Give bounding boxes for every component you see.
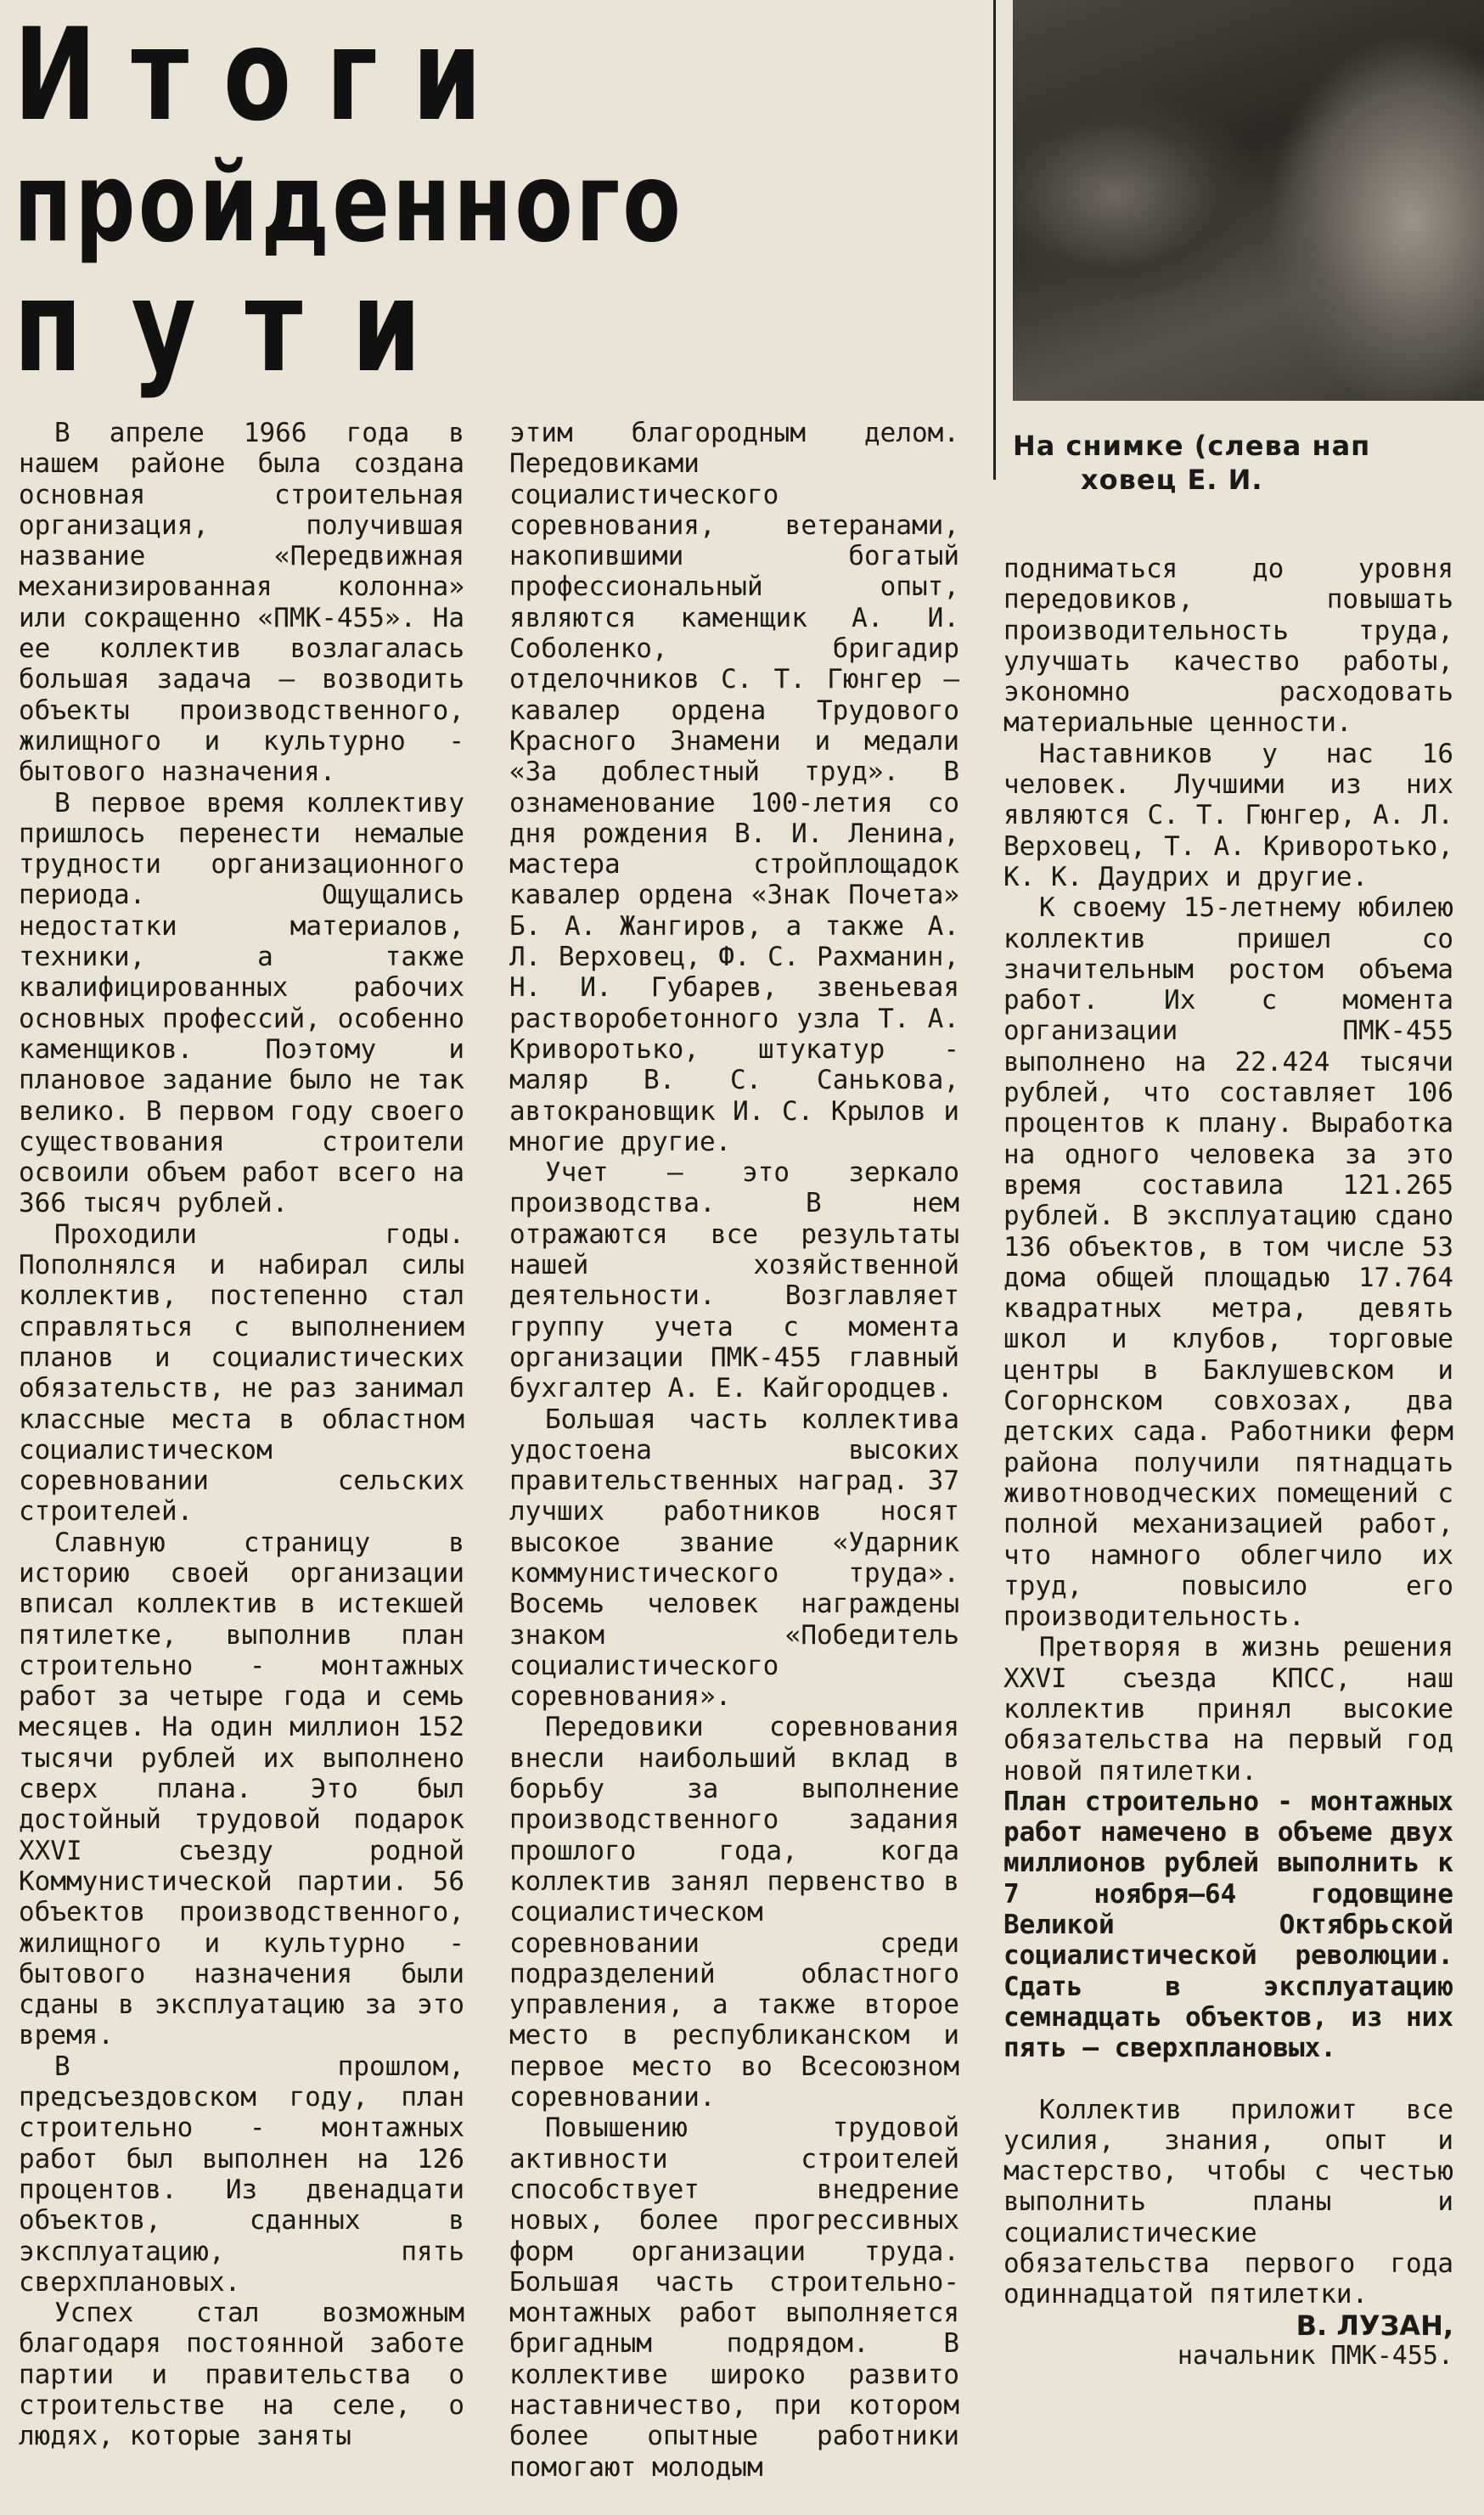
paragraph: Коллектив приложит все усилия, знания, опыт и мастерство, чтобы с честью выполнить планы и социалистические обязательства первого года одиннадцатой пятилетки. [1003,2094,1453,2310]
paragraph: В прошлом, предсъездовском году, план строительно - монтажных работ был выполнен на 126 процентов. Из двенадцати объектов, сданных в эксплуатацию, пять сверхплановых. [19,2051,464,2298]
paragraph: Проходили годы. Пополнялся и набирал силы коллектив, постепенно стал справляться с выполнением планов и социалистических обязательств, не раз занимал классные места в областном социалистическом соревновании сельских строителей. [19,1218,464,1528]
paragraph: Наставников у нас 16 человек. Лучшими из них являются С. Т. Гюнгер, А. Л. Верховец, Т. А. Криворотько, К. К. Даудрих и другие. [1003,738,1453,892]
text-column-1 [19,418,464,2452]
paragraph: Повышению трудовой активности строителей способствует внедрение новых, более прогрессивных форм организации труда. Большая часть строительно-монтажных работ выполняется бригадным подрядом. В коллективе широко развито наставничество, при котором более опытные работники помогают молодым [509,2113,959,2483]
photo-caption [1013,429,1484,497]
headline-line-1: Итоги [14,2,517,149]
signature-name: В. ЛУЗАН, [1296,2309,1453,2342]
bold-paragraph: План строительно - монтажных работ намечено в объеме двух миллионов рублей выполнить к 7 ноября—64 годовщине Великой Октябрьской социалистической революции. Сдать в эксплуатацию семнадцать объектов, из них пять — сверхплановых. [1003,1786,1453,2064]
caption-line-2: ховец Е. И. [1081,464,1263,496]
paragraph: Претворяя в жизнь решения XXVI съезда КПСС, наш коллектив принял высокие обязательства на первый год новой пятилетки. [1003,1632,1453,1786]
paragraph: К своему 15-летнему юбилею коллектив пришел со значительным ростом объема работ. Их с момента организации ПМК-455 выполнено на 22.424 тысячи рублей, что составляет 106 процентов к плану. Выработка на одного человека за это время составила 121.265 рублей. В эксплуатацию сдано 136 объектов, в том числе 53 дома общей площадью 17.764 квадратных метра, девять школ и клубов, торговые центры в Баклушевском и Согорнском совхозах, два детских сада. Работники ферм района получили пятнадцать животноводческих помещений с полной механизацией работ, что намного облегчило их труд, повысило его производительность. [1003,892,1453,1633]
paragraph: этим благородным делом. Передовиками социалистического соревнования, ветеранами, накопившими богатый профессиональный опыт, являются каменщик А. И. Соболенко, бригадир отделочников С. Т. Гюнгер — кавалер ордена Трудового Красного Знамени и медали «За доблестный труд». В ознаменование 100-летия со дня рождения В. И. Ленина, мастера стройплощадок кавалер ордена «Знак Почета» Б. А. Жангиров, а также А. Л. Верховец, Ф. С. Рахманин, Н. И. Губарев, звеньевая растворобетонного узла Т. А. Криворотько, штукатур - маляр В. С. Санькова, автокрановщик И. С. Крылов и многие другие. [509,418,959,1157]
paragraph: В апреле 1966 года в нашем районе была создана основная строительная организация, получившая название «Передвижная механизированная колонна» или сокращенно «ПМК-455». На ее коллектив возлагалась большая задача — возводить объекты производственного, жилищного и культурно - бытового назначения. [19,418,464,788]
paragraph: Большая часть коллектива удостоена высоких правительственных наград. 37 лучших работников носят высокое звание «Ударник коммунистического труда». Восемь человек награждены знаком «Победитель социалистического соревнования». [509,1404,959,1713]
signature [1003,2310,1453,2372]
article-photo [1013,0,1484,401]
photo-block [993,0,1484,496]
signature-role: начальник ПМК-455. [1177,2340,1453,2371]
headline-line-2: пройденного [14,140,683,267]
paragraph: Славную страницу в историю своей организации вписал коллектив в истекшей пятилетке, выполнив план строительно - монтажных работ за четыре года и семь месяцев. На один миллион 152 тысячи рублей их выполнено сверх плана. Это был достойный трудовой подарок XXVI съезду родной Коммунистической партии. 56 объектов производственного, жилищного и культурно - бытового назначения были сданы в эксплуатацию за это время. [19,1527,464,2051]
text-column-3 [1003,554,1453,2372]
paragraph: подниматься до уровня передовиков, повышать производительность труда, улучшать качество работы, экономно расходовать материальные ценности. [1003,554,1453,739]
paragraph: Учет — это зеркало производства. В нем отражаются все результаты нашей хозяйственной деятельности. Возглавляет группу учета с момента организации ПМК-455 главный бухгалтер А. Е. Кайгородцев. [509,1157,959,1404]
caption-line-1: На снимке (слева нап [1013,430,1371,462]
article-headline [14,2,762,401]
paragraph: В первое время коллективу пришлось перенести немалые трудности организационного периода. Ощущались недостатки материалов, техники, а также квалифицированных рабочих основных профессий, особенно каменщиков. Поэтому и плановое задание было не так велико. В первом году своего существования строители освоили объем работ всего на 366 тысяч рублей. [19,787,464,1219]
paragraph: Успех стал возможным благодаря постоянной заботе партии и правительства о строительстве на селе, о людях, которые заняты [19,2298,464,2452]
paragraph: Передовики соревнования внесли наибольший вклад в борьбу за выполнение производственного задания прошлого года, когда коллектив занял первенство в социалистическом соревновании среди подразделений областного управления, а также второе место в республиканском и первое место во Всесоюзном соревновании. [509,1712,959,2113]
headline-line-3: пути [14,253,470,401]
text-column-2 [509,418,959,2483]
